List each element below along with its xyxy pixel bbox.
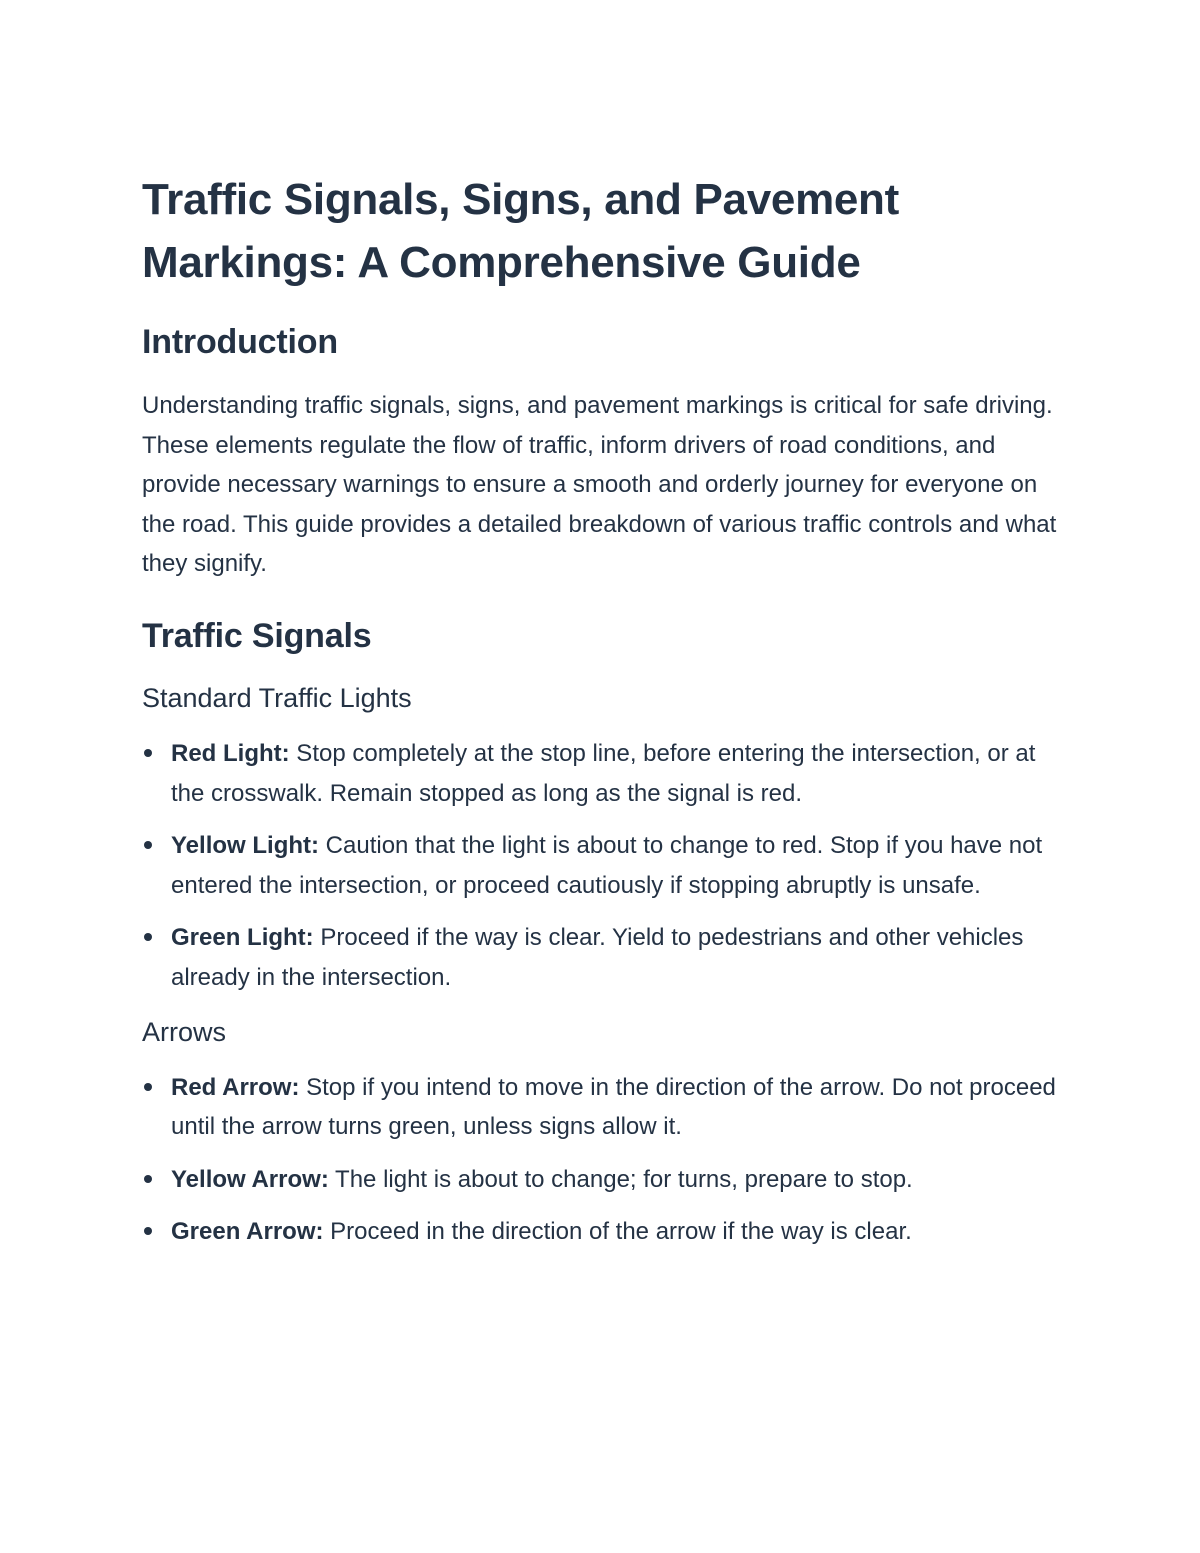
list-item-text: Stop if you intend to move in the direction of the arrow. Do not proceed until the arrow turns green, unless signs allow it. [171,1073,1056,1141]
list-item-text: Proceed if the way is clear. Yield to pedestrians and other vehicles already in the intersection. [171,924,1024,991]
arrows-list [142,1068,1067,1252]
bullet-icon [144,841,152,849]
list-item [142,826,1067,905]
traffic-signals-heading: Traffic Signals [142,616,372,655]
document-page [142,168,1067,1268]
bullet-icon [144,933,152,941]
intro-paragraph: Understanding traffic signals, signs, and pavement markings is critical for safe driving. These elements regulate the flow of traffic, inform drivers of road conditions, and provide necessary warnings to ensure a smooth and orderly journey for everyone on the road. This guide provides a detailed breakdown of various traffic controls and what they signify. [142,392,1057,578]
list-item-term: Yellow Light: [171,832,319,860]
list-item [142,918,1067,997]
list-item [142,1068,1067,1147]
list-item-text: The light is about to change; for turns, prepare to stop. [328,1165,913,1193]
intro-heading: Introduction [142,323,338,361]
bullet-icon [144,1175,152,1183]
list-item-text: Proceed in the direction of the arrow if the way is clear. [323,1218,912,1246]
standard-lights-subheading: Standard Traffic Lights [142,682,412,713]
list-item-term: Green Arrow: [171,1218,324,1246]
list-item-term: Green Light: [171,924,314,952]
list-item-text: Stop completely at the stop line, before entering the intersection, or at the crosswalk. Remain stopped as long as the signal is red. [171,739,1036,807]
list-item [142,1160,1067,1200]
list-item [142,1212,1067,1252]
bullet-icon [144,749,152,757]
list-item-term: Red Arrow: [171,1073,300,1101]
standard-lights-list [142,734,1067,998]
bullet-icon [144,1227,152,1235]
document-title: Traffic Signals, Signs, and Pavement Markings: A Comprehensive Guide [142,175,899,287]
list-item-term: Yellow Arrow: [171,1165,329,1193]
arrows-subheading: Arrows [142,1016,227,1047]
bullet-icon [144,1083,152,1091]
list-item [142,734,1067,813]
list-item-text: Caution that the light is about to change to red. Stop if you have not entered the intersection, or proceed cautiously if stopping abruptly is unsafe. [171,832,1043,899]
list-item-term: Red Light: [171,739,290,767]
